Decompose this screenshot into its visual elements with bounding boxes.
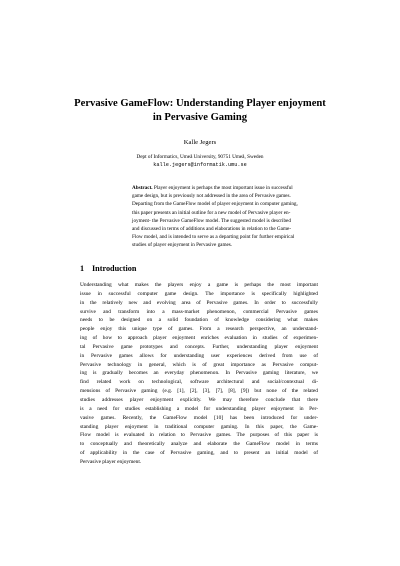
abstract-line: joyment- the Pervasive GameFlow model. The suggested model is described xyxy=(132,217,291,224)
body-line: ing is gradually becomes an everyday phenomenon. In Pervasive gaming literature, we xyxy=(80,370,318,377)
body-line: studies addresses player enjoyment explicitly. We may therefore conclude that there xyxy=(80,396,318,403)
body-line: is a need for studies establishing a model for understanding player enjoyment in Per- xyxy=(80,405,318,412)
abstract-line: Departing from the GameFlow model of player enjoyment in computer gaming, xyxy=(132,201,298,208)
title-line-1: Pervasive GameFlow: Understanding Player enjoyment xyxy=(74,98,326,109)
body-line: tal Pervasive game prototypes and concepts. Further, understanding player enjoyment xyxy=(80,343,318,350)
paper-title xyxy=(60,97,340,125)
body-line: standing player enjoyment in traditional computer gaming. In this paper, the Game- xyxy=(80,423,318,430)
author-affiliation xyxy=(60,154,340,169)
abstract-line xyxy=(132,184,293,192)
body-line: find related work on technological, software architectural and social/contextual di- xyxy=(80,379,318,386)
abstract-label: Abstract. xyxy=(132,185,153,191)
body-line: needs to be designed on a solid foundation of knowledge considering what makes xyxy=(80,317,318,324)
affiliation-line: Dept of Informatics, Umeå University, 90751 Umeå, Sweden xyxy=(136,154,264,160)
body-line: people enjoy this unique type of games. From a research perspective, an understand- xyxy=(80,326,318,333)
body-line: Pervasive player enjoyment. xyxy=(80,458,142,465)
abstract-text: Player enjoyment is perhaps the most important issue in successful xyxy=(153,185,293,191)
body-line: Understanding what makes the players enjoy a game is perhaps the most important xyxy=(80,282,318,288)
body-line: of applicability in the case of Pervasive gaming, and to present an initial model of xyxy=(80,450,318,457)
body-line: issue in successful computer game design. The importance is specifically highlighted xyxy=(80,290,318,297)
body-line: vasive games. Recently, the GameFlow model [10] has been introduced for under- xyxy=(80,414,318,421)
body-line: in Pervasive games allows for understanding user experiences derived from use of xyxy=(80,352,318,359)
body-line: Pervasive technology in general, which is of great importance as Pervasive comput- xyxy=(80,361,318,368)
author-name: Kalle Jegers xyxy=(183,139,217,146)
abstract xyxy=(132,184,298,250)
abstract-line: studies of player enjoyment in Pervasive games. xyxy=(132,242,233,249)
title-line-2: in Pervasive Gaming xyxy=(152,112,248,123)
body-line: ing of how to approach player enjoyment enriches evaluation in studies of experimen- xyxy=(80,335,318,342)
section-heading xyxy=(80,264,136,273)
section-number: 1 xyxy=(80,264,85,273)
abstract-line: game design, but is previously not addressed in the area of Pervasive games. xyxy=(132,193,291,200)
body-line: in the relatively new and evolving area of Pervasive games. In order to successfully xyxy=(80,299,318,306)
section-title: Introduction xyxy=(92,264,137,273)
abstract-line: this paper presents an initial outline for a new model of Pervasive player en- xyxy=(132,209,291,216)
body-line: to conceptually and theoretically analyze and elaborate the GameFlow model in terms xyxy=(80,441,318,448)
author-email: kalle.jegers@informatik.umu.se xyxy=(153,161,247,168)
body-line: survive and transform into a mass-market phenomenon, commercial Pervasive games xyxy=(80,308,318,315)
body-line: Flow model is evaluated in relation to Pervasive games. The purposes of this paper is xyxy=(80,432,318,439)
section-body xyxy=(80,281,318,467)
body-line: mensions of Pervasive gaming (e.g. [1], [2], [3], [7], [8], [9]) but none of the related xyxy=(80,388,318,395)
abstract-line: Flow model, and is intended to serve as a departing point for further empirical xyxy=(132,234,295,241)
abstract-line: and discussed in terms of additions and elaborations in relation to the Game- xyxy=(132,226,292,233)
